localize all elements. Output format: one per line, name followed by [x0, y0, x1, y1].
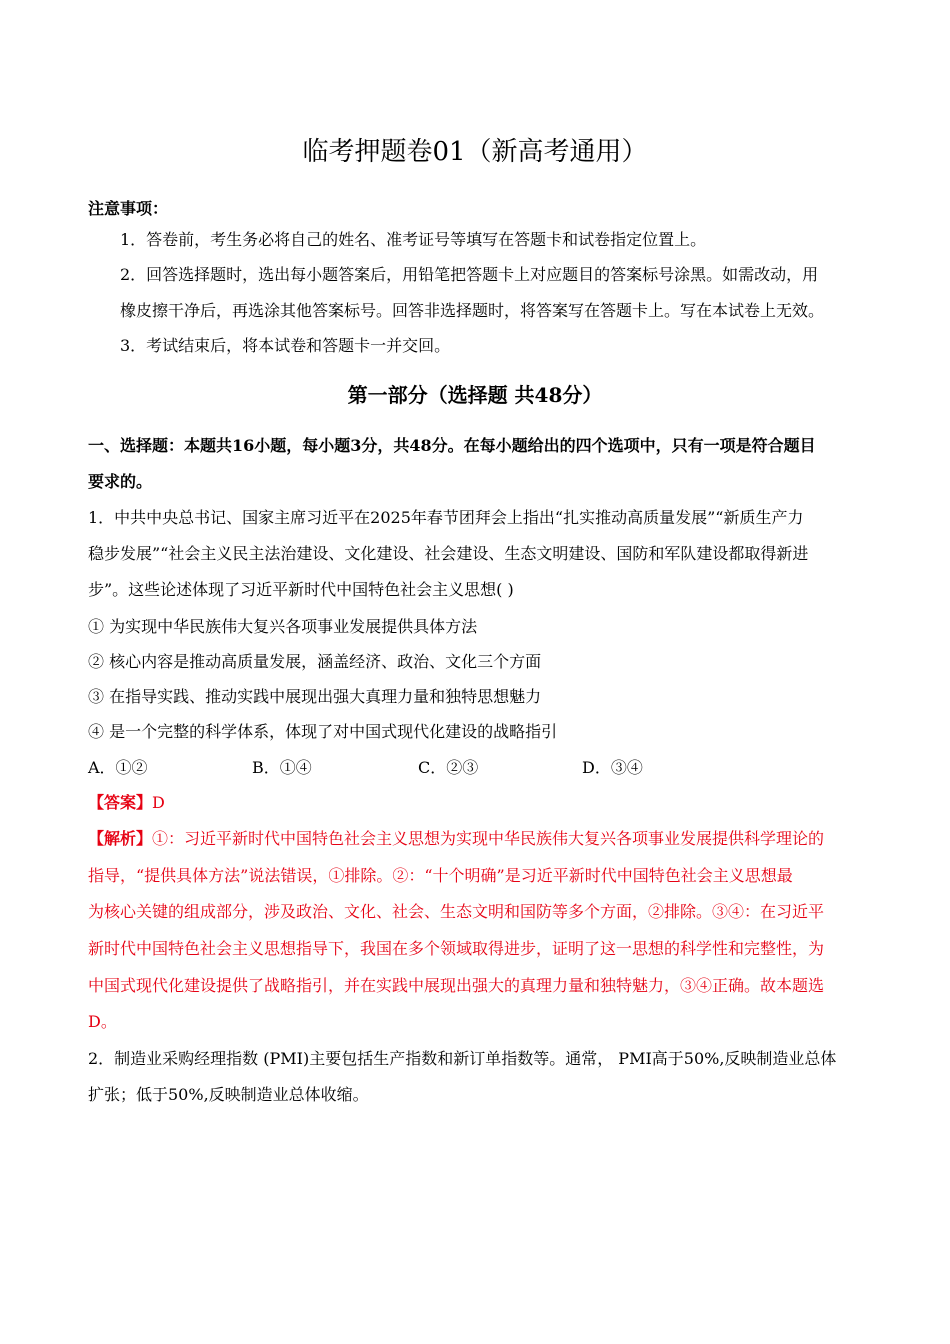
analysis-text: 为核心关键的组成部分，涉及政治、文化、社会、生态文明和国防等多个方面，②排除。③④：在习近平 [88, 902, 825, 921]
answer-line [88, 791, 165, 815]
analysis-text: 中国式现代化建设提供了战略指引，并在实践中展现出强大的真理力量和独特魅力，③④正确。故本题选 [88, 976, 825, 995]
question-1-statement: ① 为实现中华民族伟大复兴各项事业发展提供具体方法 [88, 617, 478, 636]
analysis-line [88, 827, 824, 851]
option-c: C．②③ [418, 758, 479, 777]
part-instruction: 一、选择题：本题共16小题，每小题3分，共48分。在每小题给出的四个选项中，只有一项是符合题目 [88, 436, 816, 455]
question-1-statement: ③ 在指导实践、推动实践中展现出强大真理力量和独特思想魅力 [88, 687, 542, 706]
answer-tag: 【答案】 [88, 793, 153, 812]
page-title: 临考押题卷01（新高考通用） [302, 137, 648, 167]
question-2-stem: 2．制造业采购经理指数 (PMI)主要包括生产指数和新订单指数等。通常， PMI高于50%,反映制造业总体 [88, 1049, 837, 1068]
option-a: A．①② [88, 758, 148, 777]
option-d: D．③④ [582, 758, 643, 777]
answer-value: D [152, 793, 165, 812]
notice-item: 2．回答选择题时，选出每小题答案后，用铅笔把答题卡上对应题目的答案标号涂黑。如需改动，用 [120, 265, 819, 284]
question-1-statement: ④ 是一个完整的科学体系，体现了对中国式现代化建设的战略指引 [88, 722, 558, 741]
analysis-text: D。 [88, 1012, 117, 1031]
notice-item: 橡皮擦干净后，再选涂其他答案标号。回答非选择题时，将答案写在答题卡上。写在本试卷上无效。 [120, 301, 825, 320]
part-instruction: 要求的。 [88, 472, 153, 491]
notice-heading: 注意事项： [88, 199, 169, 218]
notice-item: 1．答卷前，考生务必将自己的姓名、准考证号等填写在答题卡和试卷指定位置上。 [120, 230, 707, 249]
analysis-tag: 【解析】 [88, 829, 153, 848]
question-1-statement: ② 核心内容是推动高质量发展，涵盖经济、政治、文化三个方面 [88, 652, 542, 671]
analysis-text: 新时代中国特色社会主义思想指导下，我国在多个领域取得进步，证明了这一思想的科学性和完整性，为 [88, 939, 825, 958]
question-1-stem: 1．中共中央总书记、国家主席习近平在2025年春节团拜会上指出“扎实推动高质量发展”“新质生产力 [88, 508, 804, 527]
notice-item: 3．考试结束后，将本试卷和答题卡一并交回。 [120, 336, 451, 355]
question-1-stem: 步”。这些论述体现了习近平新时代中国特色社会主义思想( ) [88, 580, 514, 599]
analysis-text: 指导，“提供具体方法”说法错误，①排除。②：“十个明确”是习近平新时代中国特色社会主义思想最 [88, 866, 793, 885]
section-title: 第一部分（选择题 共48分） [347, 383, 603, 407]
question-1-stem: 稳步发展”“社会主义民主法治建设、文化建设、社会建设、生态文明建设、国防和军队建设都取得新进 [88, 544, 809, 563]
option-b: B．①④ [252, 758, 312, 777]
analysis-text: ①：习近平新时代中国特色社会主义思想为实现中华民族伟大复兴各项事业发展提供科学理论的 [152, 829, 825, 848]
question-2-stem: 扩张；低于50%,反映制造业总体收缩。 [88, 1085, 369, 1104]
